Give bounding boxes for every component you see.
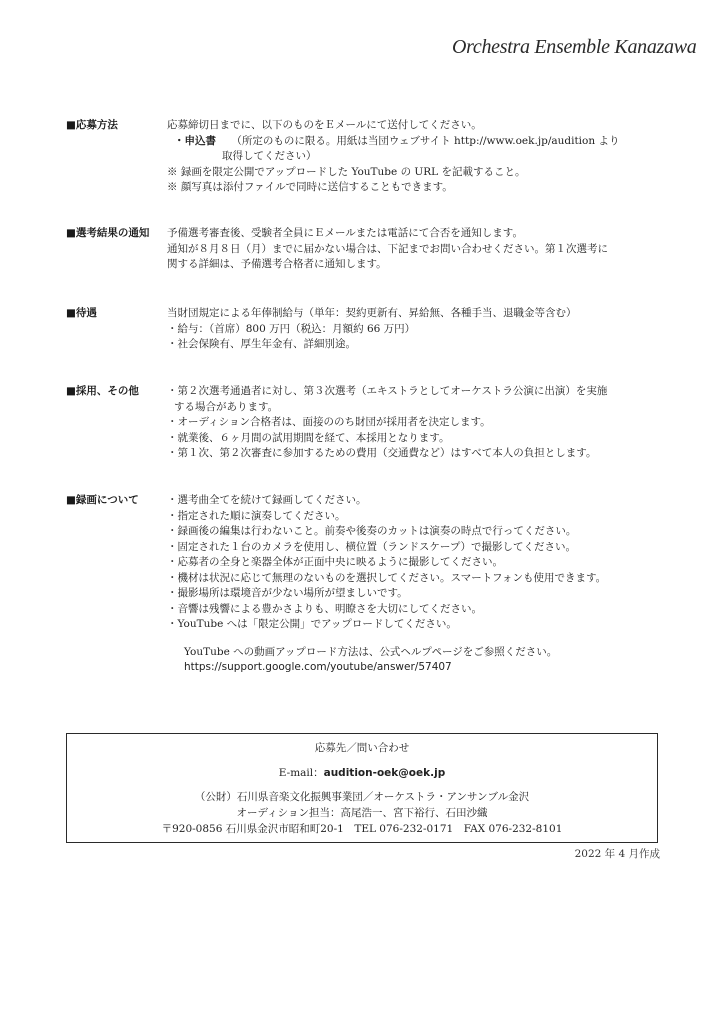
youtube-help-text: YouTube への動画アップロード方法は、公式ヘルプページをご参照ください。 (184, 645, 558, 658)
section-line: ・給与：（首席）800 万円（税込：月額約 66 万円） (167, 322, 416, 335)
document-date: 2022 年 4 月作成 (574, 848, 660, 860)
contact-staff: オーディション担当：高尾浩一、宮下裕行、石田沙織 (236, 807, 488, 819)
section-line: 関する詳細は、予備選考合格者に通知します。 (167, 258, 387, 270)
section-label: ■採用、その他 (66, 385, 139, 397)
section-label: ■待遇 (66, 307, 97, 319)
section-line: 当財団規定による年俸制給与（単年：契約更新有、昇給無、各種手当、退職金等含む） (167, 307, 577, 319)
section-body (167, 306, 662, 353)
section-label: ■録画について (66, 494, 139, 506)
section-line: ・固定された１台のカメラを使用し、横位置（ランドスケープ）で撮影してください。 (167, 540, 576, 553)
section-body (167, 493, 662, 676)
section-label: ■応募方法 (66, 119, 118, 131)
youtube-help-url: https://support.google.com/youtube/answer/57407 (184, 661, 452, 673)
contact-heading: 応募先／問い合わせ (314, 742, 410, 754)
section-line: ※ 顔写真は添付ファイルで同時に送信することもできます。 (167, 181, 453, 193)
contact-organization: （公財）石川県音楽文化振興事業団／オーケストラ・アンサンブル金沢 (194, 791, 530, 803)
section-line: ・指定された順に演奏してください。 (167, 509, 346, 522)
contact-box (66, 733, 658, 843)
section-line: ・機材は状況に応じて無理のないものを選択してください。スマートフォンも使用できます。 (167, 571, 607, 584)
contact-email-label: E-mail： (278, 767, 324, 779)
orchestra-logo: Orchestra Ensemble Kanazawa (452, 36, 697, 58)
section-line: ・第１次、第２次審査に参加するための費用（交通費など）はすべて本人の負担とします。 (167, 447, 597, 459)
section-body (167, 384, 662, 462)
section-line: ・第２次選考通過者に対し、第３次選考（エキストラとしてオーケストラ公演に出演）を実施 (167, 385, 608, 397)
section-line: 取得してください） (222, 150, 317, 162)
application-form-label: ・申込書 (174, 134, 216, 147)
section-line: 予備選考審査後、受験者全員にＥメールまたは電話にて合否を通知します。 (167, 227, 523, 239)
contact-email-line (67, 766, 657, 780)
section-line: ・選考曲全てを続けて録画してください。 (167, 494, 367, 506)
section-line (167, 134, 662, 150)
contact-email-address[interactable]: audition-oek@oek.jp (323, 767, 446, 779)
section-line: ・撮影場所は環境音が少ない場所が望ましいです。 (167, 587, 408, 599)
section-line: ・社会保険有、厚生年金有、詳細別途。 (167, 338, 356, 350)
section-line: ・音響は残響による豊かさよりも、明瞭さを大切にしてください。 (167, 602, 482, 615)
section-line: ・録画後の編集は行わないこと。前奏や後奏のカットは演奏の時点で行ってください。 (167, 525, 577, 537)
application-form-note: （所定のものに限る。用紙は当団ウェブサイト http://www.oek.jp/audition より (231, 134, 620, 147)
section-line: ・オーディション合格者は、面接ののち財団が採用者を決定します。 (167, 416, 491, 428)
section-line: ・就業後、６ヶ月間の試用期間を経て、本採用となります。 (167, 431, 450, 444)
section-line: する場合があります。 (174, 400, 279, 413)
section-line: ・YouTube へは「限定公開」でアップロードしてください。 (167, 618, 457, 630)
section-body (167, 226, 662, 273)
section-line: 応募締切日までに、以下のものをＥメールにて送付してください。 (167, 119, 482, 131)
section-label: ■選考結果の通知 (66, 227, 150, 239)
section-line: 通知が８月８日（月）までに届かない場合は、下記までお問い合わせください。第１次選考に (167, 242, 608, 255)
section-body (167, 118, 662, 196)
contact-address: 〒920-0856 石川県金沢市昭和町20-1 TEL 076-232-0171 FAX 076-232-8101 (161, 823, 563, 835)
section-line: ・応募者の全身と楽器全体が正面中央に映るように撮影してください。 (167, 556, 503, 568)
section-line: ※ 録画を限定公開でアップロードした YouTube の URL を記載すること。 (167, 165, 526, 178)
